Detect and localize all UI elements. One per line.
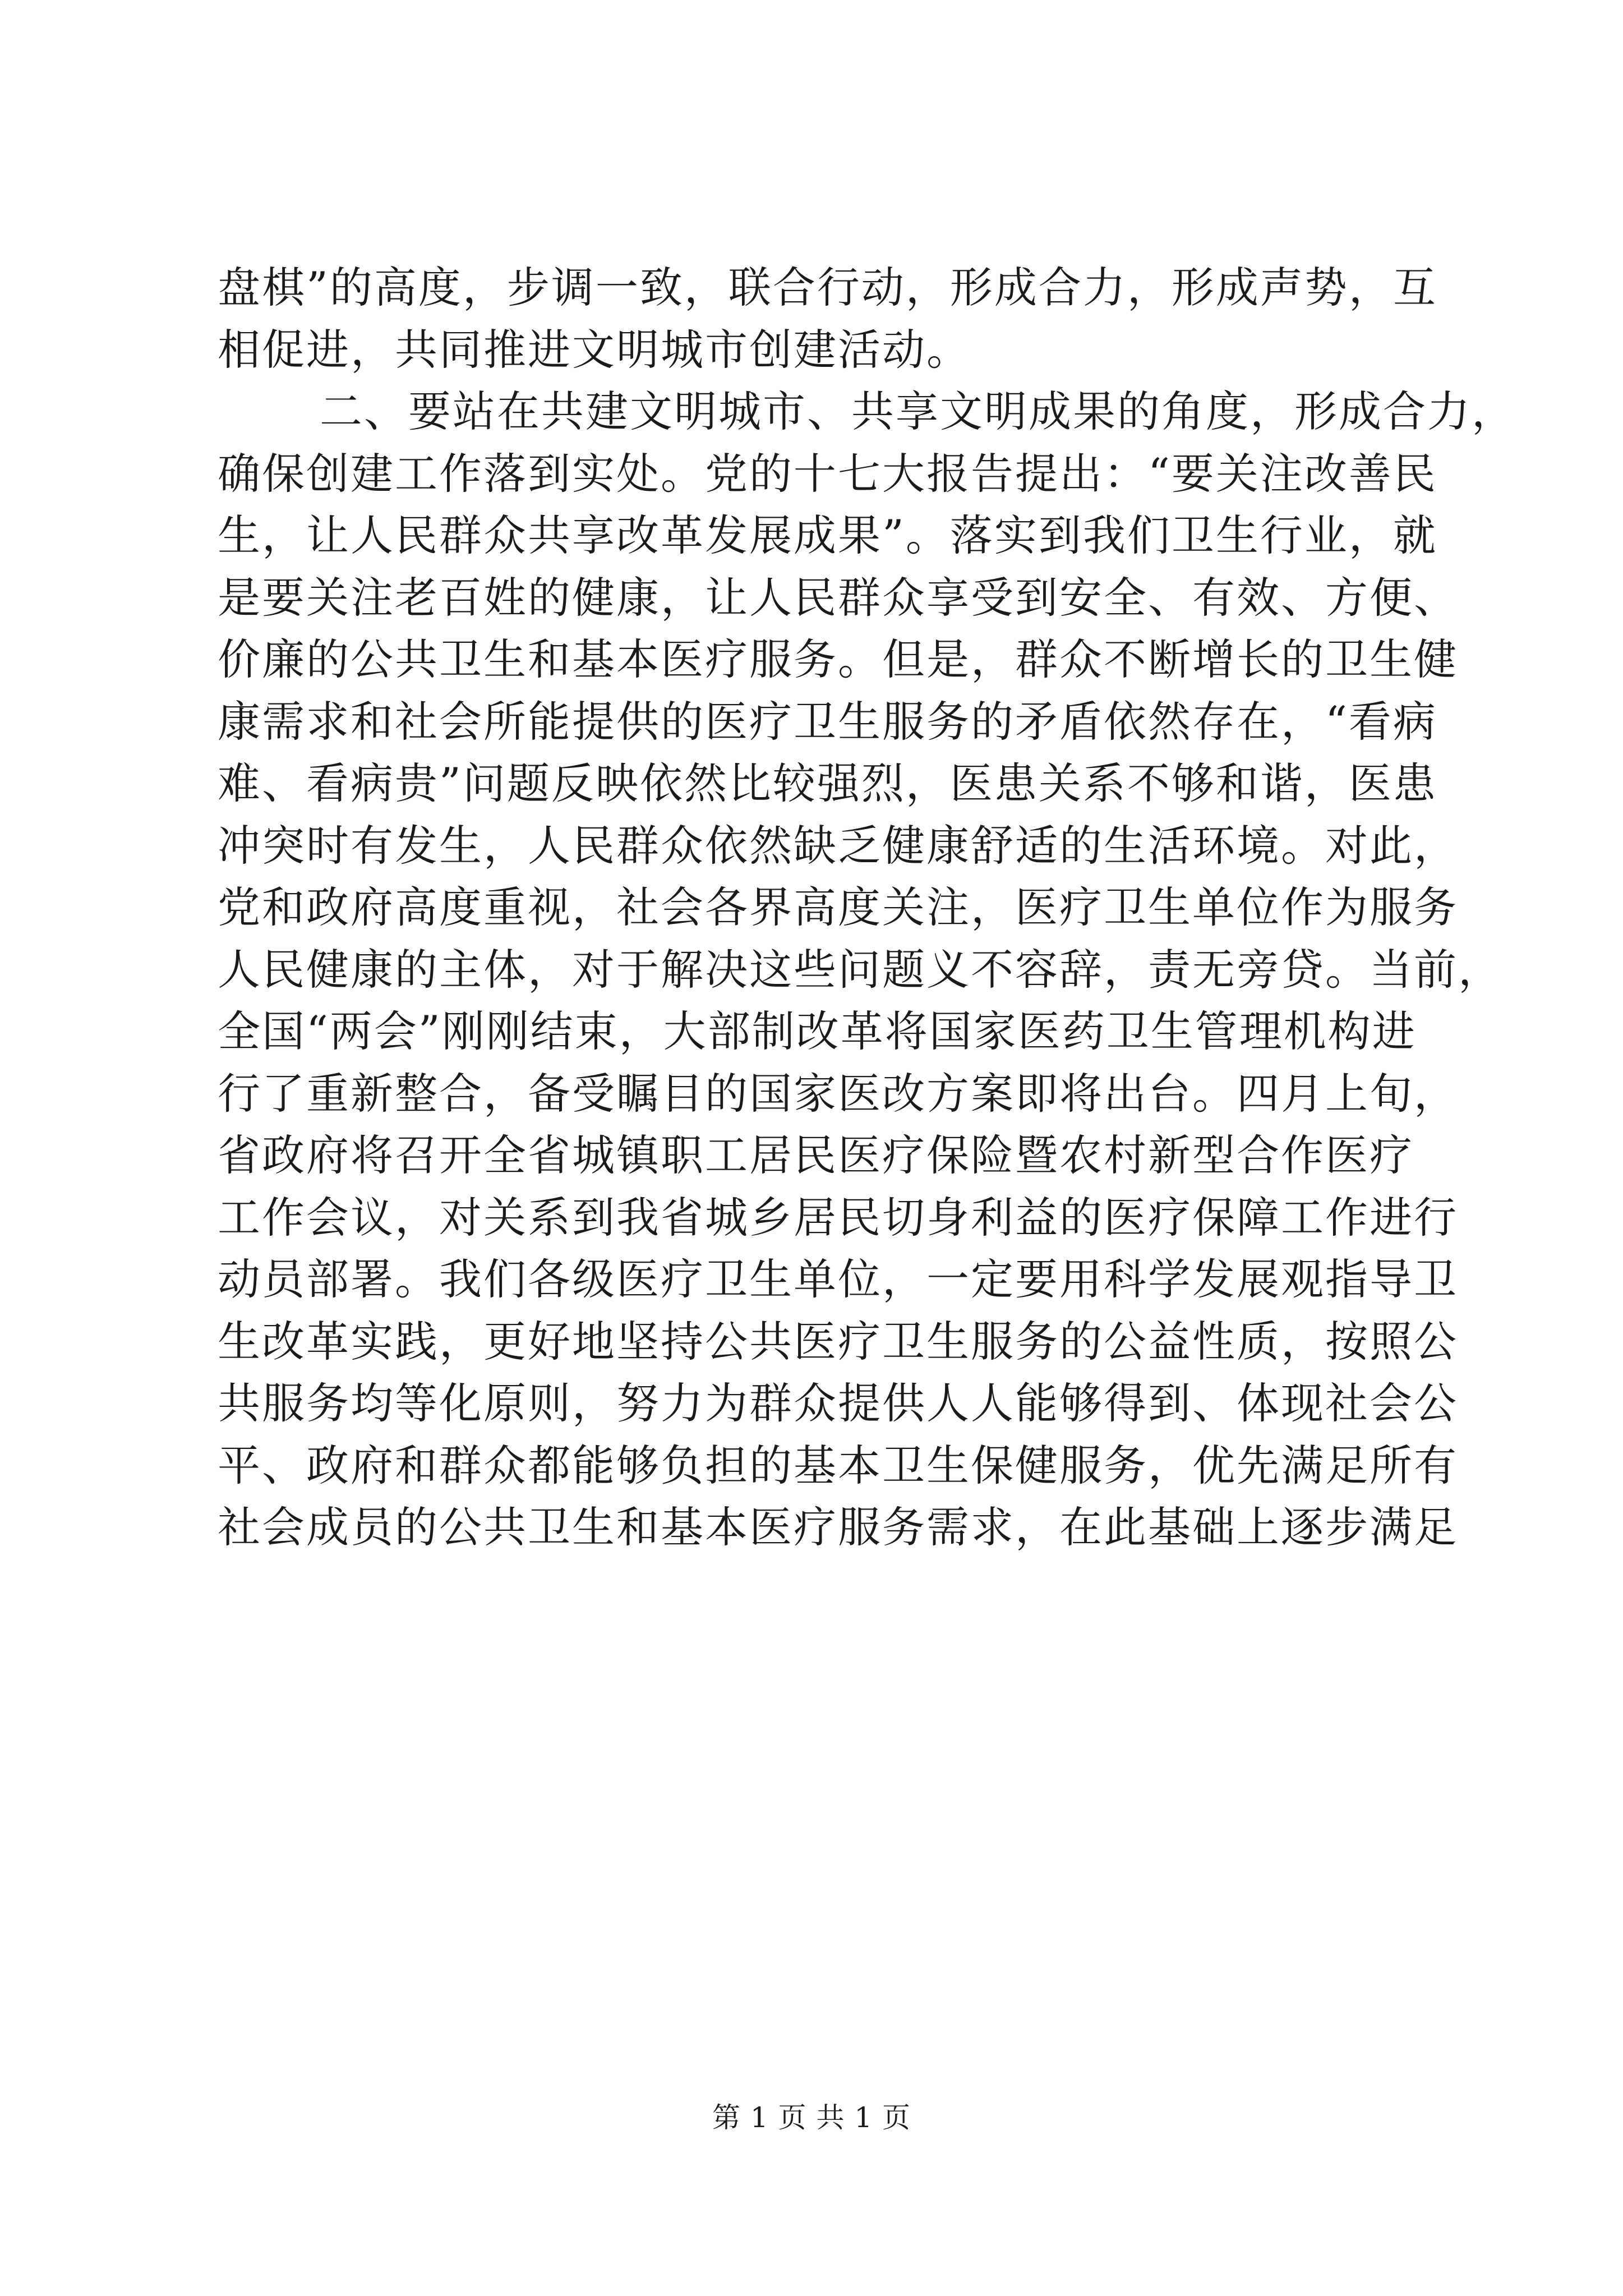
text-line: 相促进，共同推进文明城市创建活动。	[218, 324, 971, 375]
text-line: 确保创建工作落到实处。党的十七大报告提出：“要关注改善民	[218, 448, 1437, 499]
text-line: 是要关注老百姓的健康，让人民群众享受到安全、有效、方便、	[218, 572, 1458, 623]
text-line: 盘棋”的高度，步调一致，联合行动，形成合力，形成声势，互	[218, 263, 1437, 312]
paragraph-start-line: 二、要站在共建文明城市、共享文明成果的角度，形成合力，	[320, 386, 1516, 436]
text-line: 价廉的公共卫生和基本医疗服务。但是，群众不断增长的卫生健	[218, 634, 1458, 684]
text-line: 共服务均等化原则，努力为群众提供人人能够得到、体现社会公	[218, 1378, 1458, 1428]
text-line: 难、看病贵”问题反映依然比较强烈，医患关系不够和谐，医患	[218, 758, 1437, 808]
text-line: 平、政府和群众都能够负担的基本卫生保健服务，优先满足所有	[218, 1440, 1458, 1490]
text-line: 党和政府高度重视，社会各界高度关注，医疗卫生单位作为服务	[218, 882, 1458, 932]
text-line: 工作会议，对关系到我省城乡居民切身利益的医疗保障工作进行	[218, 1192, 1458, 1243]
text-line: 行了重新整合，备受瞩目的国家医改方案即将出台。四月上旬，	[218, 1068, 1458, 1119]
text-line: 生改革实践，更好地坚持公共医疗卫生服务的公益性质，按照公	[218, 1316, 1458, 1366]
text-line: 人民健康的主体，对于解决这些问题义不容辞，责无旁贷。当前，	[218, 944, 1502, 995]
body-text	[218, 257, 1516, 1559]
text-line: 冲突时有发生，人民群众依然缺乏健康舒适的生活环境。对此，	[218, 820, 1458, 871]
page-number-label: 第 1 页 共 1 页	[712, 2101, 911, 2134]
page-footer	[0, 2098, 1623, 2137]
text-line: 社会成员的公共卫生和基本医疗服务需求，在此基础上逐步满足	[218, 1502, 1458, 1552]
text-line: 省政府将召开全省城镇职工居民医疗保险暨农村新型合作医疗	[218, 1130, 1414, 1180]
text-line: 康需求和社会所能提供的医疗卫生服务的矛盾依然存在，“看病	[218, 696, 1437, 747]
text-line: 全国“两会”刚刚结束，大部制改革将国家医药卫生管理机构进	[218, 1006, 1417, 1056]
text-line: 生，让人民群众共享改革发展成果”。落实到我们卫生行业，就	[218, 510, 1437, 560]
text-line: 动员部署。我们各级医疗卫生单位，一定要用科学发展观指导卫	[218, 1254, 1458, 1304]
